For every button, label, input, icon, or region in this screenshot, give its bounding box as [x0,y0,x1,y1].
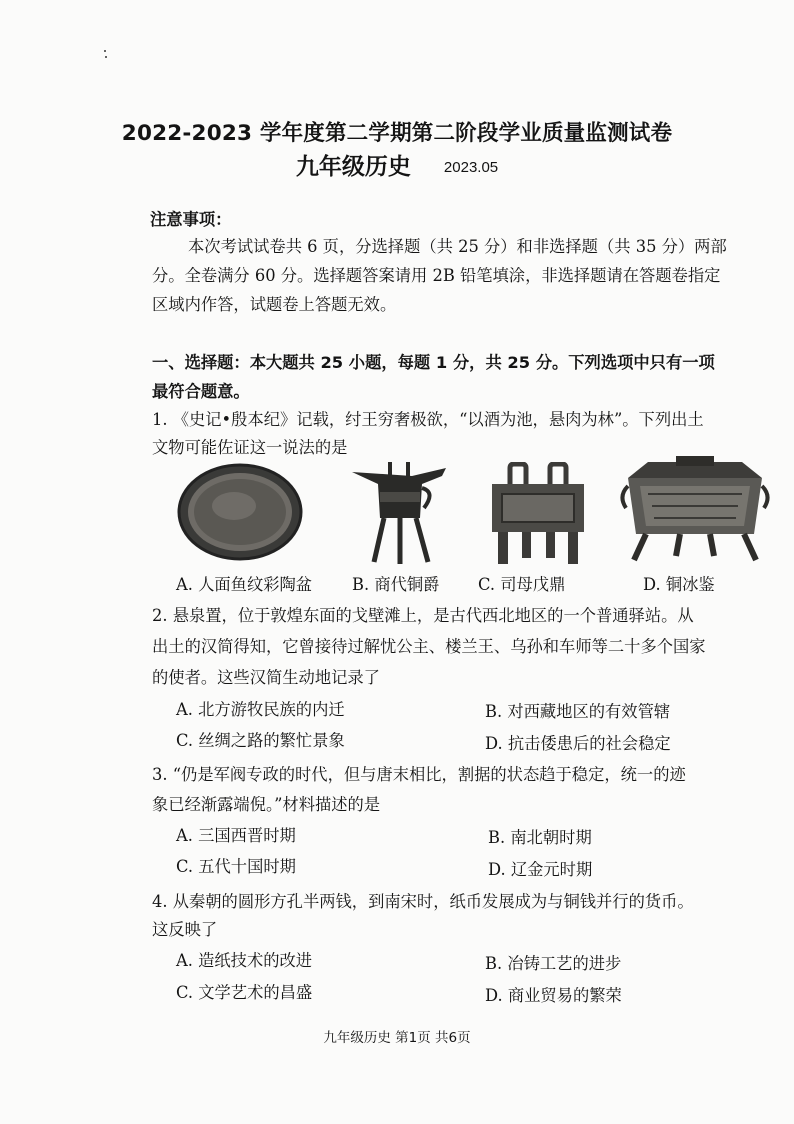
question-2-stem: 的使者。这些汉简生动地记录了 [152,668,380,687]
q2-option-c: C. 丝绸之路的繁忙景象 [176,731,345,750]
notice-line: 分。全卷满分 60 分。选择题答案请用 2B 铅笔填涂，非选择题请在答题卷指定 [152,266,721,285]
q2-option-b: B. 对西藏地区的有效管辖 [485,702,671,721]
question-3-stem: 象已经渐露端倪。”材料描述的是 [152,795,381,814]
exam-title: 2022-2023 学年度第二学期第二阶段学业质量监测试卷 [121,121,673,146]
subtitle-row [0,148,794,181]
bronze-ice-jian-image [618,456,772,564]
exam-subtitle: 九年级历史 [295,154,411,180]
question-1-stem: 1. 《史记•殷本纪》记载，纣王穷奢极欲，“以酒为池，悬肉为林”。下列出土 [152,410,704,429]
page-footer: 九年级历史 第1页 共6页 [323,1030,471,1046]
question-3-stem: 3. “仍是军阀专政的时代，但与唐末相比，割据的状态趋于稳定，统一的迹 [152,765,686,784]
bronze-jue-image [350,462,452,566]
q4-option-d: D. 商业贸易的繁荣 [485,986,622,1005]
q3-option-d: D. 辽金元时期 [488,860,593,879]
exam-date: 2023.05 [443,159,499,176]
scan-speck [105,56,107,58]
q1-option-a: A. 人面鱼纹彩陶盆 [176,575,313,594]
q4-option-a: A. 造纸技术的改进 [176,951,313,970]
q2-option-a: A. 北方游牧民族的内迁 [176,700,345,719]
question-2-stem: 2. 悬泉置，位于敦煌东面的戈壁滩上，是古代西北地区的一个普通驿站。从 [152,606,694,625]
q1-option-c: C. 司母戊鼎 [478,575,566,594]
q4-option-b: B. 冶铸工艺的进步 [485,954,622,973]
question-4-stem: 这反映了 [152,920,218,939]
q1-option-b: B. 商代铜爵 [352,575,440,594]
q4-option-c: C. 文学艺术的昌盛 [176,983,313,1002]
section-heading: 一、选择题：本大题共 25 小题，每题 1 分，共 25 分。下列选项中只有一项 [152,353,715,372]
notice-line: 本次考试试卷共 6 页，分选择题（共 25 分）和非选择题（共 35 分）两部 [188,237,727,256]
q3-option-b: B. 南北朝时期 [488,828,592,847]
question-4-stem: 4. 从秦朝的圆形方孔半两钱，到南宋时，纸币发展成为与铜钱并行的货币。 [152,892,694,911]
scan-speck [104,50,106,52]
question-2-stem: 出土的汉简得知，它曾接待过解忧公主、楼兰王、乌孙和车师等二十多个国家 [152,637,706,656]
q1-option-d: D. 铜冰鉴 [643,575,715,594]
notice-heading: 注意事项： [150,210,232,229]
simuwu-ding-image [488,462,588,566]
q2-option-d: D. 抗击倭患后的社会稳定 [485,734,671,753]
painted-pottery-basin-image [176,460,304,562]
notice-line: 区域内作答，试题卷上答题无效。 [152,295,397,314]
question-1-stem: 文物可能佐证这一说法的是 [152,438,348,457]
section-heading: 最符合题意。 [152,382,250,401]
q3-option-a: A. 三国西晋时期 [176,826,296,845]
q3-option-c: C. 五代十国时期 [176,857,296,876]
